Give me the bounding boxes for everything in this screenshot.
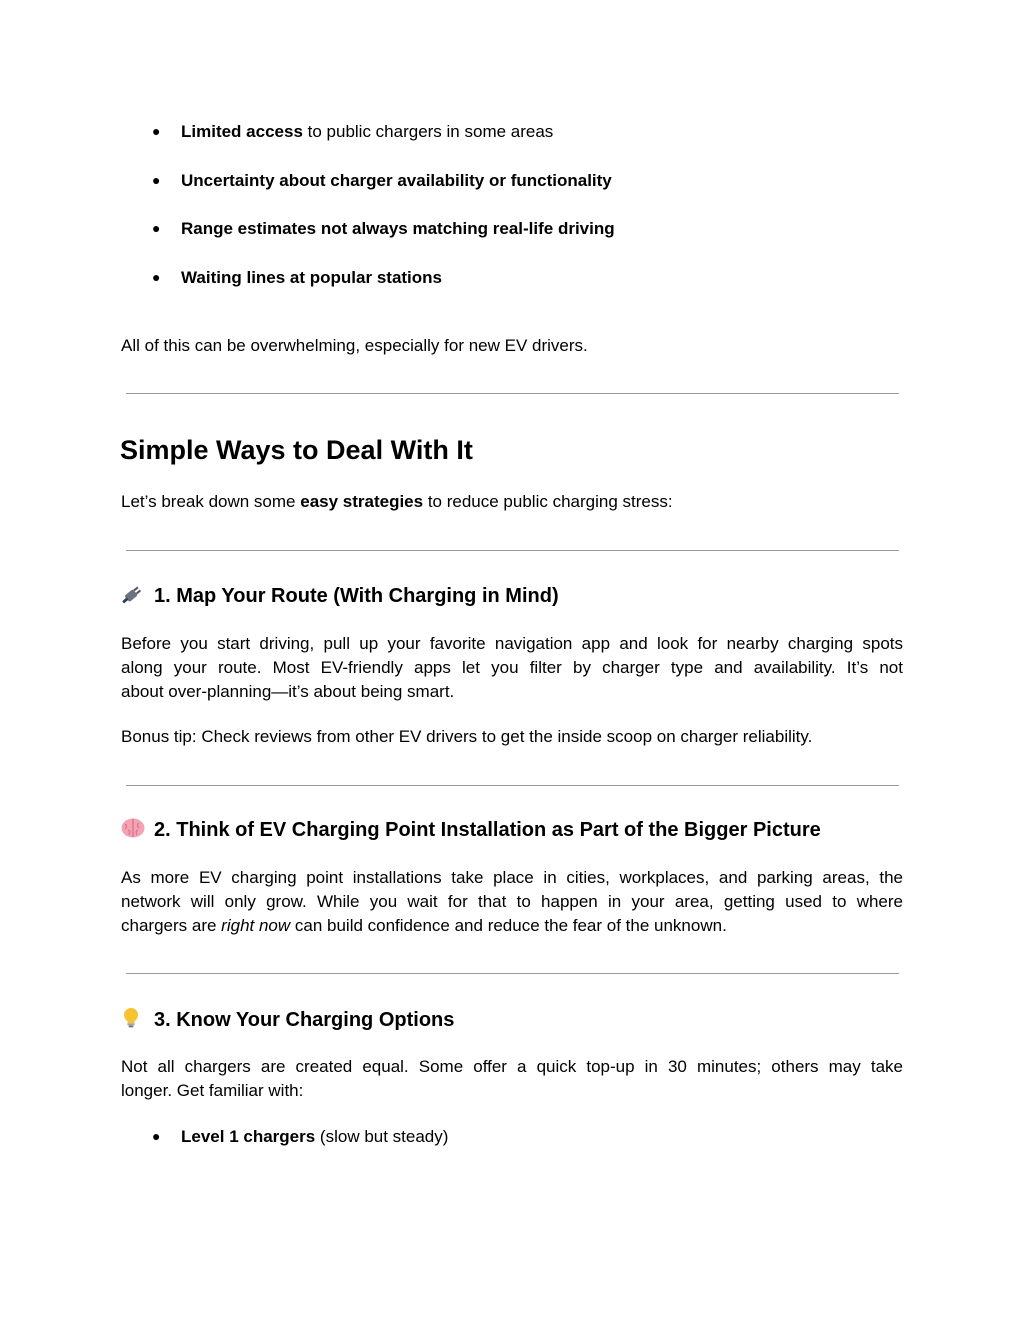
lightbulb-icon bbox=[120, 1007, 146, 1029]
paragraph-line: Not all chargers are created equal. Some offer a quick top-up in 30 minutes; others may take bbox=[121, 1057, 903, 1076]
step1-heading bbox=[120, 583, 559, 609]
bullet-glyph: ● bbox=[152, 123, 161, 139]
divider bbox=[126, 785, 899, 786]
paragraph-text: chargers are bbox=[121, 916, 222, 935]
paragraph-line: network will only grow. While you wait for that to happen in your area, getting used to where bbox=[121, 892, 903, 911]
intro-note: All of this can be overwhelming, especially for new EV drivers. bbox=[121, 336, 588, 355]
lead-bold-text: easy strategies bbox=[300, 492, 424, 511]
bullet-glyph: ● bbox=[152, 269, 161, 285]
paragraph-line: longer. Get familiar with: bbox=[121, 1081, 304, 1100]
section-lead bbox=[121, 490, 903, 514]
section-title: Simple Ways to Deal With It bbox=[120, 435, 473, 465]
lead-text-end: to reduce public charging stress: bbox=[423, 492, 673, 511]
bullet-bold-text: Range estimates not always matching real-life driving bbox=[181, 219, 615, 238]
step2-paragraph bbox=[121, 866, 903, 938]
bullet-glyph: ● bbox=[152, 220, 161, 236]
bullet-text: (slow but steady) bbox=[315, 1127, 449, 1146]
step1-bonus-tip: Bonus tip: Check reviews from other EV drivers to get the inside scoop on charger reliability. bbox=[121, 727, 813, 746]
paragraph-text-end: can build confidence and reduce the fear of the unknown. bbox=[290, 916, 727, 935]
bullet-glyph: ● bbox=[152, 172, 161, 188]
step3-heading bbox=[120, 1007, 454, 1033]
paragraph-line: about over-planning—it’s about being smart. bbox=[121, 682, 455, 701]
plug-icon bbox=[120, 583, 146, 605]
bullet-glyph: ● bbox=[152, 1128, 161, 1144]
paragraph-line: Before you start driving, pull up your favorite navigation app and look for nearby charging spots bbox=[121, 634, 903, 653]
paragraph-line bbox=[121, 914, 903, 938]
step2-heading bbox=[120, 817, 821, 843]
bullet-bold-text: Level 1 chargers bbox=[181, 1127, 316, 1146]
list-item bbox=[152, 1126, 448, 1147]
list-item bbox=[152, 267, 442, 288]
list-item bbox=[152, 170, 612, 191]
step1-title: 1. Map Your Route (With Charging in Mind) bbox=[154, 585, 559, 607]
bullet-bold-text: Limited access bbox=[181, 122, 303, 141]
list-item bbox=[152, 121, 553, 142]
brain-icon bbox=[120, 817, 146, 839]
divider bbox=[126, 973, 899, 974]
step3-paragraph bbox=[121, 1055, 903, 1103]
bullet-bold-text: Waiting lines at popular stations bbox=[181, 268, 443, 287]
paragraph-line: As more EV charging point installations take place in cities, workplaces, and parking areas, the bbox=[121, 868, 903, 887]
step1-paragraph bbox=[121, 632, 903, 704]
bullet-bold-text: Uncertainty about charger availability or functionality bbox=[181, 171, 612, 190]
step3-title: 3. Know Your Charging Options bbox=[154, 1009, 455, 1031]
list-item bbox=[152, 218, 615, 239]
step2-title: 2. Think of EV Charging Point Installation as Part of the Bigger Picture bbox=[154, 819, 821, 841]
paragraph-emphasis: right now bbox=[221, 916, 291, 935]
divider bbox=[126, 393, 899, 394]
bullet-text: to public chargers in some areas bbox=[302, 122, 554, 141]
paragraph-line: along your route. Most EV-friendly apps let you filter by charger type and availability. It’s not bbox=[121, 658, 903, 677]
divider bbox=[126, 550, 899, 551]
lead-text: Let’s break down some bbox=[121, 492, 301, 511]
